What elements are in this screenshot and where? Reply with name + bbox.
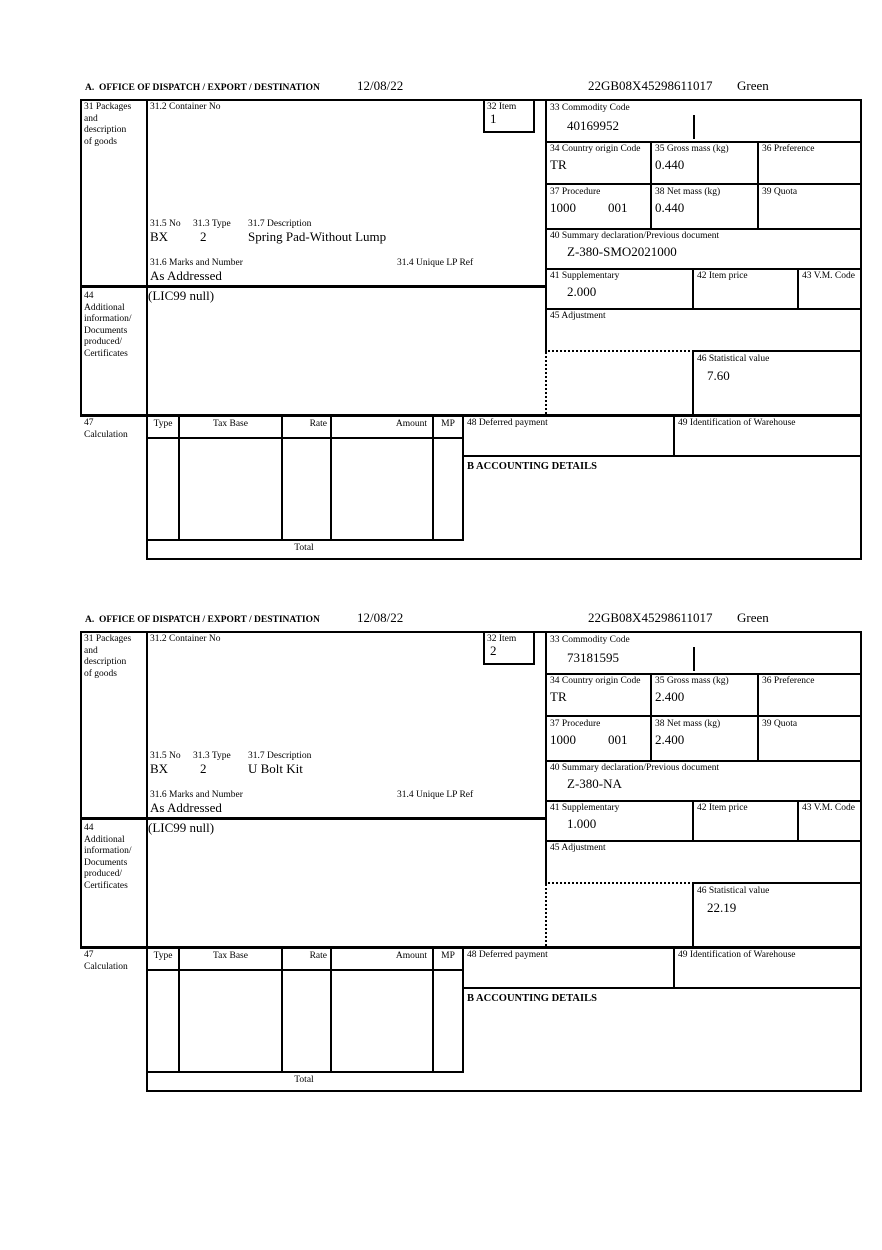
dotted-line — [545, 352, 547, 414]
summary-declaration-label: 40 Summary declaration/Previous document — [550, 231, 720, 241]
summary-declaration-value: Z-380-SMO2021000 — [567, 244, 677, 259]
gross-mass-label: 35 Gross mass (kg) — [655, 676, 729, 686]
grid-line — [692, 800, 694, 842]
procedure-ext-value: 001 — [608, 732, 628, 747]
vm-code-label: 43 V.M. Code — [802, 271, 855, 281]
total-label: Total — [294, 543, 314, 553]
procedure-ext-value: 001 — [608, 200, 628, 215]
container-no-label: 31.2 Container No — [150, 634, 221, 644]
grid-line — [146, 1071, 464, 1073]
adjustment-label: 45 Adjustment — [550, 843, 606, 853]
grid-line — [330, 414, 332, 541]
package-type-value: 2 — [200, 761, 207, 776]
preference-label: 36 Preference — [762, 144, 815, 154]
item-number-value: 1 — [490, 111, 497, 126]
item-price-label: 42 Item price — [697, 271, 748, 281]
unique-lp-ref-label: 31.4 Unique LP Ref — [397, 258, 474, 268]
warehouse-id-label: 49 Identification of Warehouse — [678, 950, 796, 960]
grid-line — [757, 673, 759, 760]
goods-description-value: Spring Pad-Without Lump — [248, 229, 387, 244]
marks-number-label: 31.6 Marks and Number — [150, 790, 243, 800]
grid-line — [545, 631, 547, 884]
grid-line — [545, 760, 862, 762]
country-origin-value: TR — [550, 157, 567, 172]
additional-info-value: (LIC99 null) — [148, 820, 215, 835]
package-no-label: 31.5 No — [150, 751, 181, 761]
net-mass-value: 0.440 — [655, 200, 685, 215]
additional-info-value: (LIC99 null) — [148, 288, 215, 303]
tax-mp-header: MP — [441, 951, 455, 961]
procedure-value: 1000 — [550, 732, 576, 747]
country-origin-label: 34 Country origin Code — [550, 144, 641, 154]
additional-information-label: 44 Additional information/ Documents produced/ Certificates — [84, 291, 132, 359]
commodity-code-value: 40169952 — [567, 118, 619, 133]
declaration-date: 12/08/22 — [357, 78, 404, 93]
grid-line — [545, 99, 547, 352]
commodity-code-divider — [693, 115, 695, 139]
packages-description-label: 31 Packages and description of goods — [84, 634, 132, 679]
accounting-details-label: B ACCOUNTING DETAILS — [467, 993, 597, 1004]
grid-line — [178, 414, 180, 541]
grid-line — [146, 969, 464, 971]
commodity-code-label: 33 Commodity Code — [550, 103, 630, 113]
grid-line — [80, 99, 862, 101]
procedure-label: 37 Procedure — [550, 719, 601, 729]
grid-line — [462, 414, 464, 541]
package-no-label: 31.5 No — [150, 219, 181, 229]
grid-line — [146, 558, 862, 560]
item-section-1 — [80, 99, 862, 560]
grid-line — [545, 141, 862, 143]
grid-line — [80, 946, 862, 949]
grid-line — [80, 631, 82, 949]
deferred-payment-label: 48 Deferred payment — [467, 418, 548, 428]
grid-line — [146, 99, 148, 560]
gross-mass-value: 0.440 — [655, 157, 685, 172]
grid-line — [545, 840, 862, 842]
commodity-code-value: 73181595 — [567, 650, 619, 665]
grid-line — [797, 268, 799, 310]
item-label: 32 Item — [487, 102, 517, 112]
grid-line — [281, 414, 283, 541]
gross-mass-value: 2.400 — [655, 689, 685, 704]
item-price-label: 42 Item price — [697, 803, 748, 813]
statistical-value-label: 46 Statistical value — [697, 886, 770, 896]
declaration-reference: 22GB08X45298611017 — [588, 78, 713, 93]
marks-number-label: 31.6 Marks and Number — [150, 258, 243, 268]
grid-line — [692, 268, 694, 310]
grid-line — [860, 99, 862, 560]
marks-value: As Addressed — [150, 268, 222, 283]
preference-label: 36 Preference — [762, 676, 815, 686]
grid-line — [545, 228, 862, 230]
statistical-value: 22.19 — [707, 900, 737, 915]
grid-line — [178, 946, 180, 1073]
calculation-label: 47 Calculation — [84, 418, 128, 440]
tax-type-header: Type — [153, 951, 173, 961]
declaration-date: 12/08/22 — [357, 610, 404, 625]
quota-label: 39 Quota — [762, 187, 798, 197]
tax-rate-header: Rate — [309, 419, 327, 429]
statistical-value-label: 46 Statistical value — [697, 354, 770, 364]
grid-line — [692, 882, 862, 884]
total-label: Total — [294, 1075, 314, 1085]
grid-line — [432, 946, 434, 1073]
warehouse-id-label: 49 Identification of Warehouse — [678, 418, 796, 428]
grid-line — [146, 1090, 862, 1092]
net-mass-value: 2.400 — [655, 732, 685, 747]
supplementary-label: 41 Supplementary — [550, 271, 620, 281]
dotted-line — [545, 882, 694, 884]
marks-value: As Addressed — [150, 800, 222, 815]
grid-line — [432, 414, 434, 541]
grid-line — [545, 183, 862, 185]
accounting-details-label: B ACCOUNTING DETAILS — [467, 461, 597, 472]
calculation-label: 47 Calculation — [84, 950, 128, 972]
packages-description-label: 31 Packages and description of goods — [84, 102, 132, 147]
supplementary-value: 2.000 — [567, 284, 597, 299]
grid-line — [80, 414, 862, 417]
goods-description-value: U Bolt Kit — [248, 761, 303, 776]
grid-line — [545, 715, 862, 717]
adjustment-label: 45 Adjustment — [550, 311, 606, 321]
grid-line — [146, 631, 148, 1092]
routing-indicator: Green — [737, 78, 769, 93]
item-section-2 — [80, 631, 862, 1092]
grid-line — [797, 800, 799, 842]
grid-line — [650, 673, 652, 760]
statistical-value: 7.60 — [707, 368, 730, 383]
grid-line — [146, 437, 464, 439]
grid-line — [330, 946, 332, 1073]
package-type-label: 31.3 Type — [193, 751, 231, 761]
supplementary-label: 41 Supplementary — [550, 803, 620, 813]
tax-base-header: Tax Base — [213, 419, 248, 429]
dotted-line — [545, 350, 694, 352]
commodity-code-label: 33 Commodity Code — [550, 635, 630, 645]
summary-declaration-value: Z-380-NA — [567, 776, 622, 791]
deferred-payment-label: 48 Deferred payment — [467, 950, 548, 960]
form-header — [80, 78, 862, 99]
grid-line — [692, 350, 862, 352]
item-number-value: 2 — [490, 643, 497, 658]
description-label: 31.7 Description — [248, 219, 312, 229]
gross-mass-label: 35 Gross mass (kg) — [655, 144, 729, 154]
grid-line — [545, 673, 862, 675]
grid-line — [545, 800, 862, 802]
tax-mp-header: MP — [441, 419, 455, 429]
supplementary-value: 1.000 — [567, 816, 597, 831]
country-origin-label: 34 Country origin Code — [550, 676, 641, 686]
net-mass-label: 38 Net mass (kg) — [655, 719, 721, 729]
declaration-reference: 22GB08X45298611017 — [588, 610, 713, 625]
grid-line — [80, 631, 862, 633]
grid-line — [673, 946, 675, 989]
quota-label: 39 Quota — [762, 719, 798, 729]
package-type-value: 2 — [200, 229, 207, 244]
grid-line — [462, 987, 862, 989]
package-no-value: BX — [150, 761, 169, 776]
form-header — [80, 610, 862, 631]
grid-line — [757, 141, 759, 228]
commodity-code-divider — [693, 647, 695, 671]
dotted-line — [545, 884, 547, 946]
procedure-label: 37 Procedure — [550, 187, 601, 197]
item-label: 32 Item — [487, 634, 517, 644]
grid-line — [545, 268, 862, 270]
tax-rate-header: Rate — [309, 951, 327, 961]
grid-line — [80, 99, 82, 417]
grid-line — [462, 455, 862, 457]
grid-line — [692, 350, 694, 416]
grid-line — [860, 631, 862, 1092]
package-type-label: 31.3 Type — [193, 219, 231, 229]
container-no-label: 31.2 Container No — [150, 102, 221, 112]
tax-type-header: Type — [153, 419, 173, 429]
grid-line — [281, 946, 283, 1073]
package-no-value: BX — [150, 229, 169, 244]
vm-code-label: 43 V.M. Code — [802, 803, 855, 813]
procedure-value: 1000 — [550, 200, 576, 215]
tax-base-header: Tax Base — [213, 951, 248, 961]
net-mass-label: 38 Net mass (kg) — [655, 187, 721, 197]
grid-line — [146, 539, 464, 541]
grid-line — [692, 882, 694, 948]
office-of-dispatch-label: A. OFFICE OF DISPATCH / EXPORT / DESTINATION — [85, 615, 320, 625]
summary-declaration-label: 40 Summary declaration/Previous document — [550, 763, 720, 773]
description-label: 31.7 Description — [248, 751, 312, 761]
grid-line — [462, 946, 464, 1073]
unique-lp-ref-label: 31.4 Unique LP Ref — [397, 790, 474, 800]
country-origin-value: TR — [550, 689, 567, 704]
grid-line — [545, 308, 862, 310]
grid-line — [650, 141, 652, 228]
tax-amount-header: Amount — [395, 951, 427, 961]
grid-line — [673, 414, 675, 457]
tax-amount-header: Amount — [395, 419, 427, 429]
additional-information-label: 44 Additional information/ Documents produced/ Certificates — [84, 823, 132, 891]
routing-indicator: Green — [737, 610, 769, 625]
office-of-dispatch-label: A. OFFICE OF DISPATCH / EXPORT / DESTINATION — [85, 83, 320, 93]
